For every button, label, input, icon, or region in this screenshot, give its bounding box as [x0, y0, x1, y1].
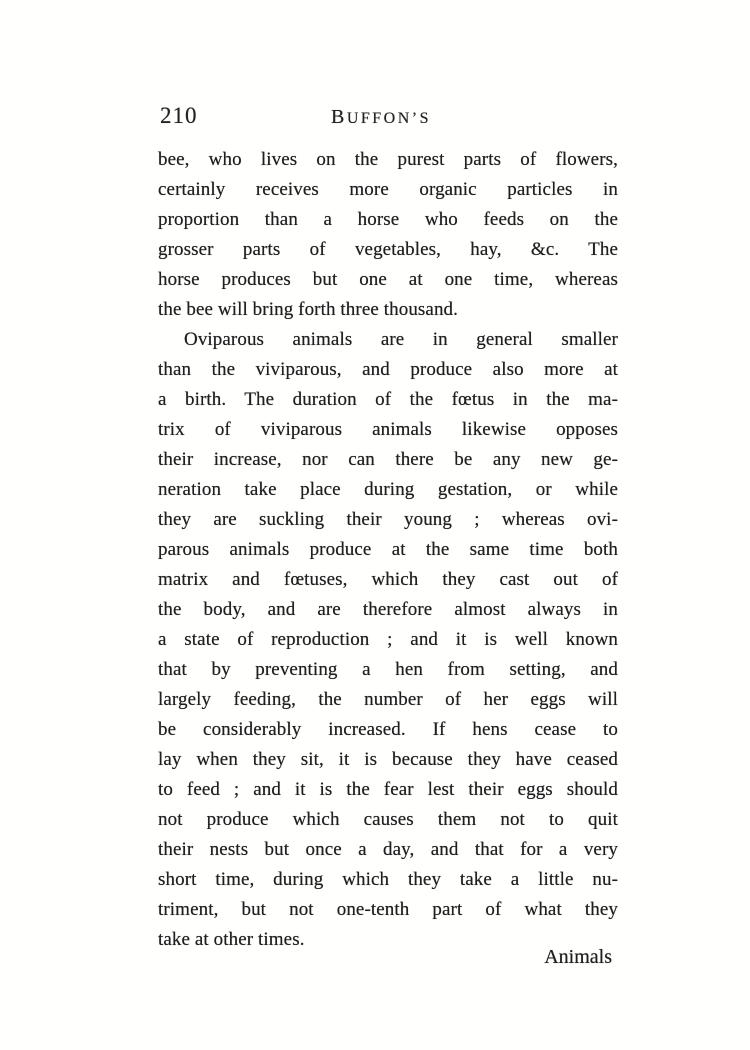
text-line: not produce which causes them not to quit — [158, 809, 618, 830]
text-line: to feed ; and it is the fear lest their eggs should — [158, 779, 618, 800]
running-title-rest: UFFON’S — [346, 110, 432, 127]
page-header — [158, 103, 618, 131]
text-line: trix of viviparous animals likewise opposes — [158, 419, 618, 440]
catchword: Animals — [544, 946, 612, 968]
text-line: a birth. The duration of the fœtus in the ma- — [158, 389, 618, 410]
text-block — [158, 145, 618, 955]
text-line: triment, but not one-tenth part of what they — [158, 899, 618, 920]
text-line: they are suckling their young ; whereas ovi- — [158, 509, 618, 530]
text-line: than the viviparous, and produce also more at — [158, 359, 618, 380]
text-line: lay when they sit, it is because they have ceased — [158, 749, 618, 770]
text-line: grosser parts of vegetables, hay, &c. The — [158, 239, 618, 260]
text-line: certainly receives more organic particles in — [158, 179, 618, 200]
text-line: the body, and are therefore almost always in — [158, 599, 618, 620]
text-line: be considerably increased. If hens cease to — [158, 719, 618, 740]
text-line: bee, who lives on the purest parts of flowers, — [158, 149, 618, 170]
paragraph-oviparous — [158, 325, 618, 955]
text-line: their nests but once a day, and that for a very — [158, 839, 618, 860]
text-line: the bee will bring forth three thousand. — [158, 299, 459, 320]
text-line: a state of reproduction ; and it is well known — [158, 629, 618, 650]
text-line: matrix and fœtuses, which they cast out of — [158, 569, 618, 590]
text-line: parous animals produce at the same time both — [158, 539, 618, 560]
text-line: largely feeding, the number of her eggs will — [158, 689, 618, 710]
paragraph-continued — [158, 145, 618, 325]
text-line: their increase, nor can there be any new ge- — [158, 449, 618, 470]
text-line: short time, during which they take a little nu- — [158, 869, 618, 890]
text-line: Oviparous animals are in general smaller — [184, 329, 618, 350]
running-title-initial: B — [330, 106, 347, 128]
text-line: take at other times. — [158, 929, 305, 950]
text-line: horse produces but one at one time, whereas — [158, 269, 618, 290]
text-line: neration take place during gestation, or while — [158, 479, 618, 500]
running-title — [158, 106, 604, 129]
text-line: proportion than a horse who feeds on the — [158, 209, 618, 230]
page-number: 210 — [160, 103, 198, 128]
text-line: that by preventing a hen from setting, and — [158, 659, 618, 680]
